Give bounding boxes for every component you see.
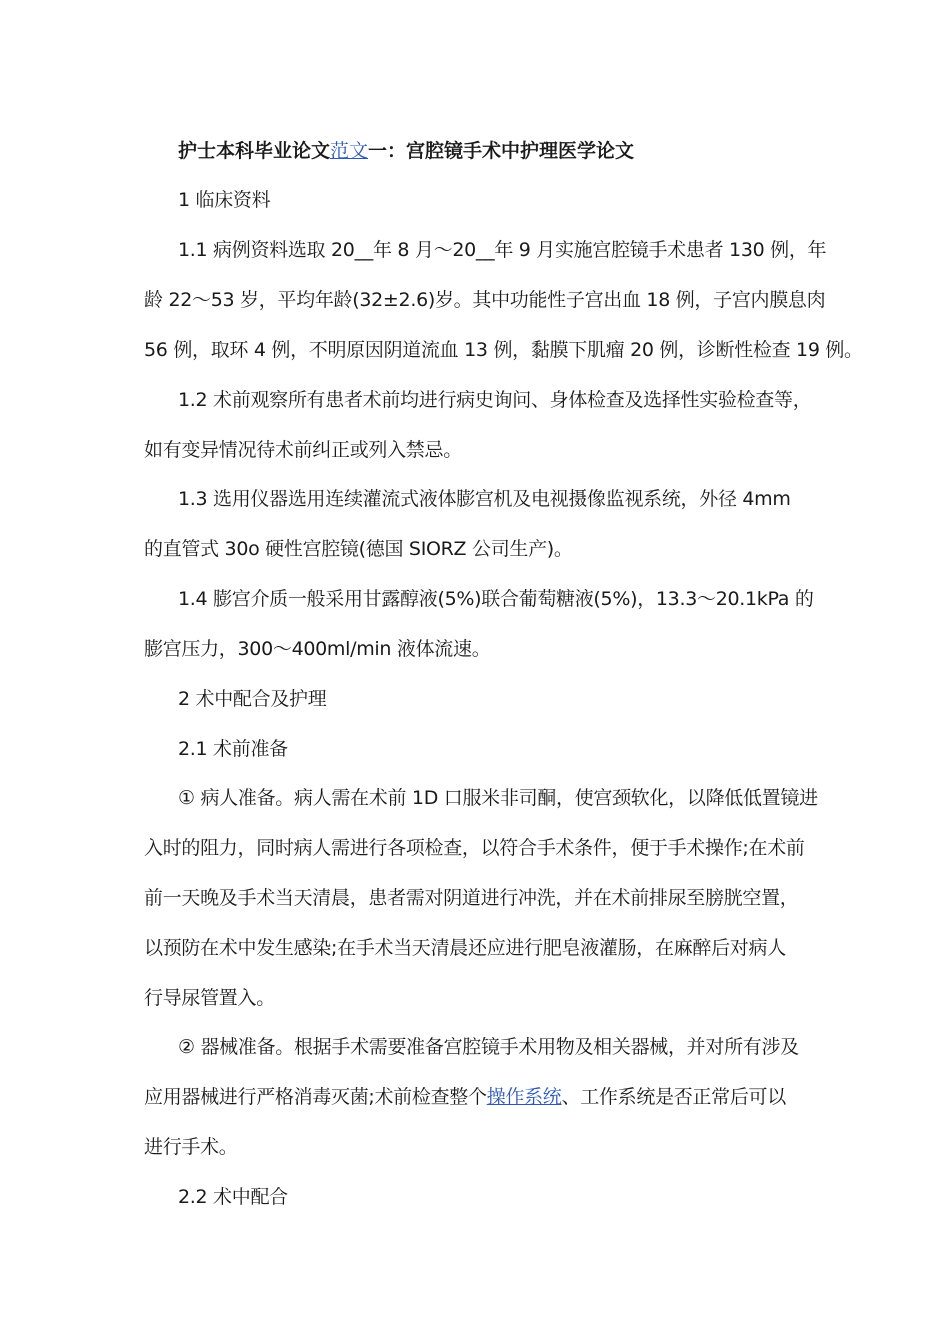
- paragraph-line: 前一天晚及手术当天清晨，患者需对阴道进行冲洗，并在术前排尿至膀胱空置，: [144, 887, 799, 909]
- paragraph-line: 入时的阻力，同时病人需进行各项检查，以符合手术条件，便于手术操作;在术前: [144, 837, 805, 859]
- document-title: [178, 137, 814, 165]
- paragraph-line: ① 病人准备。病人需在术前 1D 口服米非司酮，使宫颈软化，以降低低置镜进: [178, 787, 818, 809]
- title-text: 护士本科毕业论文: [178, 140, 331, 162]
- paragraph-line: 的直管式 30o 硬性宫腔镜(德国 SIORZ 公司生产)。: [144, 538, 573, 560]
- paragraph-line: 进行手术。: [144, 1136, 238, 1158]
- subsection-heading: 2.1 术前准备: [178, 738, 288, 760]
- paragraph-line: 以预防在术中发生感染;在手术当天清晨还应进行肥皂液灌肠，在麻醉后对病人: [144, 937, 786, 959]
- paragraph-line: 56 例，取环 4 例，不明原因阴道流血 13 例，黏膜下肌瘤 20 例，诊断性检查 19 例。: [144, 339, 863, 361]
- section-heading-2: 2 术中配合及护理: [178, 688, 327, 710]
- title-text-rest: 一：宫腔镜手术中护理医学论文: [368, 140, 635, 162]
- paragraph-line: 行导尿管置入。: [144, 987, 275, 1009]
- paragraph-line: 膨宫压力，300～400ml/min 液体流速。: [144, 638, 491, 660]
- paragraph-line: ② 器械准备。根据手术需要准备宫腔镜手术用物及相关器械，并对所有涉及: [178, 1036, 799, 1058]
- paragraph-line: 龄 22～53 岁，平均年龄(32±2.6)岁。其中功能性子宫出血 18 例，子宫内膜息肉: [144, 289, 826, 311]
- link-line-text-rest: 、工作系统是否正常后可以: [561, 1086, 786, 1108]
- paragraph-line: 1.2 术前观察所有患者术前均进行病史询问、身体检查及选择性实验检查等，: [178, 389, 812, 411]
- link-line-text: 应用器械进行严格消毒灭菌;术前检查整个: [144, 1086, 487, 1108]
- section-heading-1: 1 临床资料: [178, 189, 271, 211]
- paragraph-line-with-link: [144, 1083, 814, 1111]
- paragraph-line: 1.4 膨宫介质一般采用甘露醇液(5%)联合葡萄糖液(5%)，13.3～20.1kPa 的: [178, 588, 814, 610]
- operating-system-link[interactable]: 操作系统: [486, 1086, 562, 1108]
- subsection-heading: 2.2 术中配合: [178, 1186, 288, 1208]
- title-link[interactable]: 范文: [330, 140, 369, 162]
- paragraph-line: 1.1 病例资料选取 20__年 8 月～20__年 9 月实施宫腔镜手术患者 130 例，年: [178, 239, 827, 261]
- paragraph-line: 1.3 选用仪器选用连续灌流式液体膨宫机及电视摄像监视系统，外径 4mm: [178, 488, 791, 510]
- paragraph-line: 如有变异情况待术前纠正或列入禁忌。: [144, 439, 462, 461]
